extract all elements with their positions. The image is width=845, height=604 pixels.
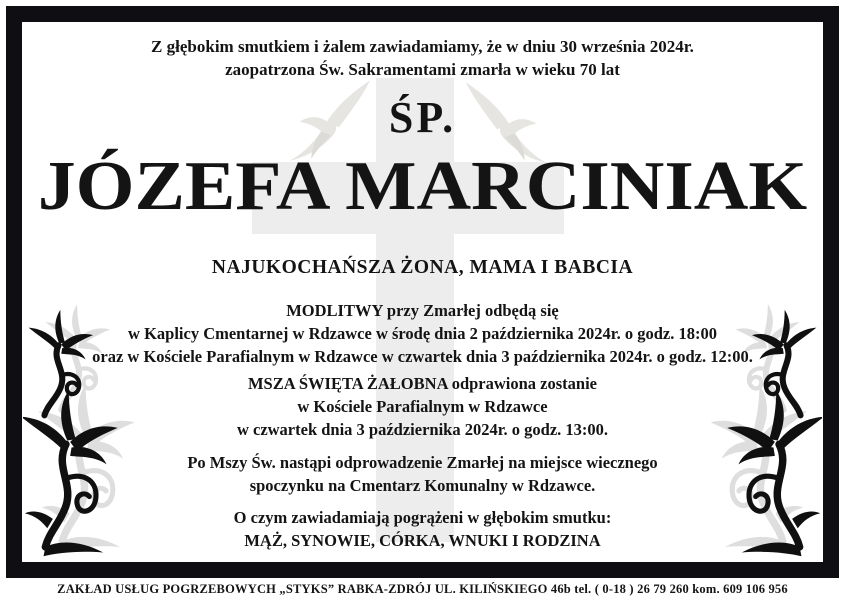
burial-paragraph	[30, 451, 815, 497]
family-line-1: O czym zawiadamiają pogrążeni w głębokim smutku:	[233, 508, 612, 527]
prayers-paragraph	[30, 299, 815, 368]
deceased-name: JÓZEFA MARCINIAK	[37, 148, 808, 225]
prayers-line-1: MODLITWY przy Zmarłej odbędą się	[286, 301, 559, 320]
burial-line-1: Po Mszy Św. nastąpi odprowadzenie Zmarłej na miejsce wiecznego	[187, 453, 658, 472]
intro-text	[30, 35, 815, 81]
family-paragraph	[30, 506, 815, 552]
mass-line-1: MSZA ŚWIĘTA ŻAŁOBNA odprawiona zostanie	[247, 374, 597, 393]
burial-line-2: spoczynku na Cmentarz Komunalny w Rdzawce.	[249, 476, 596, 495]
funeral-home-footer: ZAKŁAD USŁUG POGRZEBOWYCH „STYKS” RABKA-ZDRÓJ UL. KILIŃSKIEGO 46b tel. ( 0-18 ) 26 79 260 kom. 609 106 956	[57, 582, 788, 596]
sp-abbreviation: ŚP.	[388, 93, 457, 142]
mass-paragraph	[30, 372, 815, 441]
intro-line-2: zaopatrzona Św. Sakramentami zmarła w wieku 70 lat	[225, 60, 620, 79]
prayers-line-2: w Kaplicy Cmentarnej w Rdzawce w środę dnia 2 października 2024r. o godz. 18:00	[128, 324, 717, 343]
family-line-2: MĄŻ, SYNOWIE, CÓRKA, WNUKI I RODZINA	[244, 531, 601, 550]
mass-line-3: w czwartek dnia 3 października 2024r. o godz. 13:00.	[236, 420, 609, 439]
prayers-line-3: oraz w Kościele Parafialnym w Rdzawce w czwartek dnia 3 października 2024r. o godz. 12:00.	[92, 347, 753, 366]
intro-line-1: Z głębokim smutkiem i żalem zawiadamiamy, że w dniu 30 września 2024r.	[151, 37, 694, 56]
mass-line-2: w Kościele Parafialnym w Rdzawce	[297, 397, 548, 416]
dedication-line: NAJUKOCHAŃSZA ŻONA, MAMA I BABCIA	[211, 257, 634, 278]
